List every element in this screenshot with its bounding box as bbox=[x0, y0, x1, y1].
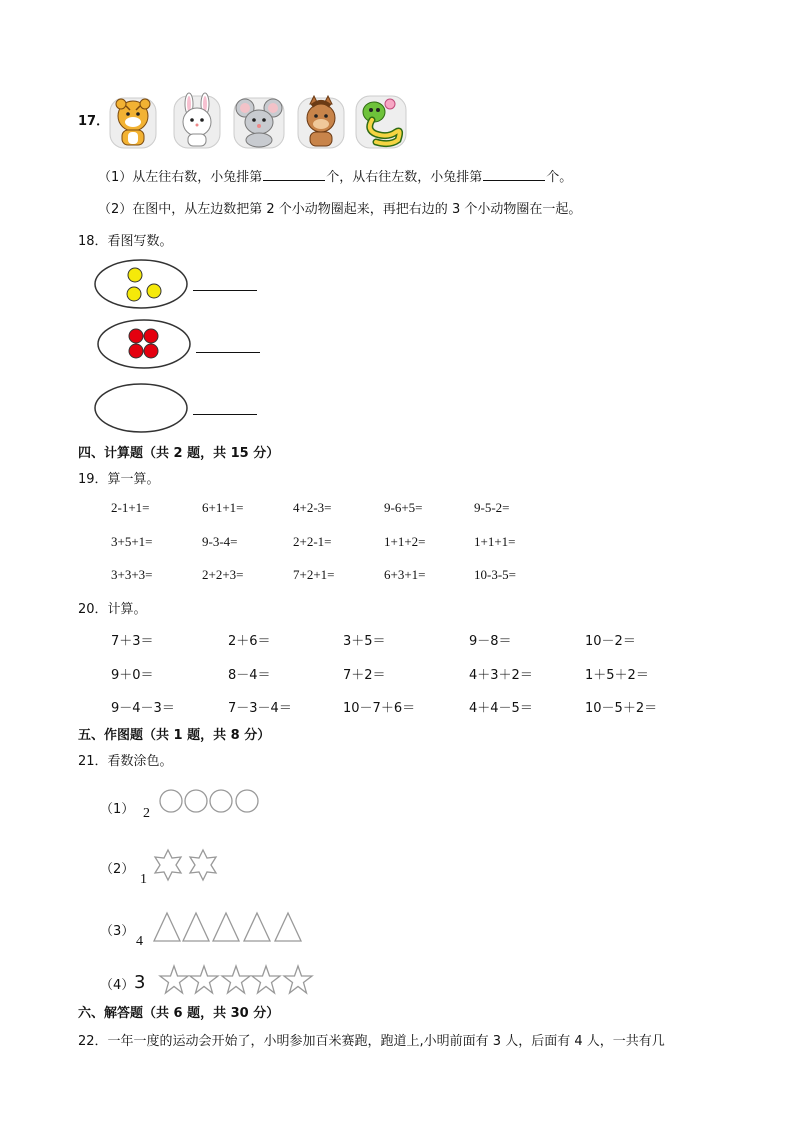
triangle-shape[interactable] bbox=[244, 913, 270, 941]
tiger-icon bbox=[104, 92, 162, 150]
star-shape[interactable] bbox=[252, 966, 280, 993]
q19-expression: 2+2-1= bbox=[293, 534, 332, 549]
q19-expression: 9-3-4= bbox=[202, 534, 238, 549]
question-20-title: 20．计算。 bbox=[78, 602, 147, 617]
q20-expression: 1＋5＋2＝ bbox=[585, 668, 649, 683]
star-shape[interactable] bbox=[160, 966, 188, 993]
q19-expression: 1+1+2= bbox=[384, 534, 426, 549]
question-17-part-2: （2）在图中，从左边数把第 2 个小动物圈起来，再把右边的 3 个小动物圈在一起。 bbox=[98, 202, 582, 217]
q21-item-3-label: （3） bbox=[100, 924, 135, 939]
q20-expression: 7＋3＝ bbox=[111, 634, 154, 649]
snake-icon bbox=[352, 92, 410, 150]
q21-item-1-number: 2 bbox=[143, 806, 150, 821]
q21-item-2-number: 1 bbox=[140, 872, 147, 887]
q20-expression: 3＋5＝ bbox=[343, 634, 386, 649]
question-17-number: 17． bbox=[78, 114, 110, 129]
q21-item-4-number: 3 bbox=[134, 972, 146, 993]
horse-icon bbox=[292, 92, 350, 150]
hexstar-shape[interactable] bbox=[155, 850, 181, 880]
question-19-title: 19．算一算。 bbox=[78, 472, 160, 487]
triangle-shape[interactable] bbox=[275, 913, 301, 941]
q20-expression: 4＋3＋2＝ bbox=[469, 668, 533, 683]
q19-expression: 1+1+1= bbox=[474, 534, 516, 549]
q19-expression: 2-1+1= bbox=[111, 500, 150, 515]
circle-shape[interactable] bbox=[210, 790, 232, 812]
q21-item-2-label: （2） bbox=[100, 862, 135, 877]
q21-item-3-number: 4 bbox=[136, 934, 143, 949]
section-5-title: 五、作图题（共 1 题，共 8 分） bbox=[78, 728, 271, 743]
stars-row bbox=[158, 964, 318, 996]
q20-expression: 10－7＋6＝ bbox=[343, 701, 416, 716]
q19-expression: 6+1+1= bbox=[202, 500, 244, 515]
answer-line[interactable] bbox=[193, 414, 257, 415]
oval-empty bbox=[94, 382, 194, 434]
triangles-row bbox=[152, 910, 304, 944]
q20-expression: 7＋2＝ bbox=[343, 668, 386, 683]
triangle-shape[interactable] bbox=[213, 913, 239, 941]
question-18-title: 18．看图写数。 bbox=[78, 234, 173, 249]
q19-expression: 9-5-2= bbox=[474, 500, 510, 515]
answer-line[interactable] bbox=[193, 290, 257, 291]
circle-shape[interactable] bbox=[236, 790, 258, 812]
q21-item-4-label: （4） bbox=[100, 978, 135, 993]
q19-expression: 4+2-3= bbox=[293, 500, 332, 515]
q21-item-1-label: （1） bbox=[100, 802, 135, 817]
q20-expression: 8－4＝ bbox=[228, 668, 271, 683]
q19-expression: 3+5+1= bbox=[111, 534, 153, 549]
circles-row bbox=[158, 788, 264, 814]
question-22-text: 22．一年一度的运动会开始了，小明参加百米赛跑，跑道上,小明前面有 3 人，后面有 4 人，一共有几 bbox=[78, 1034, 665, 1049]
answer-line[interactable] bbox=[196, 352, 260, 353]
star-shape[interactable] bbox=[190, 966, 218, 993]
star-shape[interactable] bbox=[222, 966, 250, 993]
triangle-shape[interactable] bbox=[154, 913, 180, 941]
hexstars-row bbox=[152, 848, 222, 882]
q17-part1-suffix: 个。 bbox=[546, 170, 573, 185]
question-17-part-1 bbox=[98, 166, 572, 185]
oval-4-red-dots bbox=[97, 318, 197, 370]
hexstar-shape[interactable] bbox=[190, 850, 216, 880]
q19-expression: 6+3+1= bbox=[384, 567, 426, 582]
q20-expression: 10－2＝ bbox=[585, 634, 636, 649]
answer-blank[interactable] bbox=[263, 168, 325, 181]
q20-expression: 4＋4－5＝ bbox=[469, 701, 533, 716]
q17-part1-prefix: （1）从左往右数，小兔排第 bbox=[98, 170, 263, 185]
q20-expression: 10－5＋2＝ bbox=[585, 701, 658, 716]
q17-part1-mid: 个，从右往左数，小兔排第 bbox=[326, 170, 483, 185]
question-21-title: 21．看数涂色。 bbox=[78, 754, 173, 769]
q20-expression: 2＋6＝ bbox=[228, 634, 271, 649]
q20-expression: 9－8＝ bbox=[469, 634, 512, 649]
q19-expression: 3+3+3= bbox=[111, 567, 153, 582]
section-6-title: 六、解答题（共 6 题，共 30 分） bbox=[78, 1006, 280, 1021]
oval-3-yellow-dots bbox=[94, 258, 194, 310]
q19-expression: 9-6+5= bbox=[384, 500, 423, 515]
q19-expression: 7+2+1= bbox=[293, 567, 335, 582]
section-4-title: 四、计算题（共 2 题，共 15 分） bbox=[78, 446, 280, 461]
triangle-shape[interactable] bbox=[183, 913, 209, 941]
answer-blank[interactable] bbox=[483, 168, 545, 181]
rabbit-icon bbox=[168, 92, 226, 150]
circle-shape[interactable] bbox=[185, 790, 207, 812]
q20-expression: 9－4－3＝ bbox=[111, 701, 175, 716]
circle-shape[interactable] bbox=[160, 790, 182, 812]
q19-expression: 10-3-5= bbox=[474, 567, 516, 582]
q20-expression: 9＋0＝ bbox=[111, 668, 154, 683]
mouse-icon bbox=[230, 92, 288, 150]
q20-expression: 7－3－4＝ bbox=[228, 701, 292, 716]
star-shape[interactable] bbox=[284, 966, 312, 993]
q19-expression: 2+2+3= bbox=[202, 567, 244, 582]
